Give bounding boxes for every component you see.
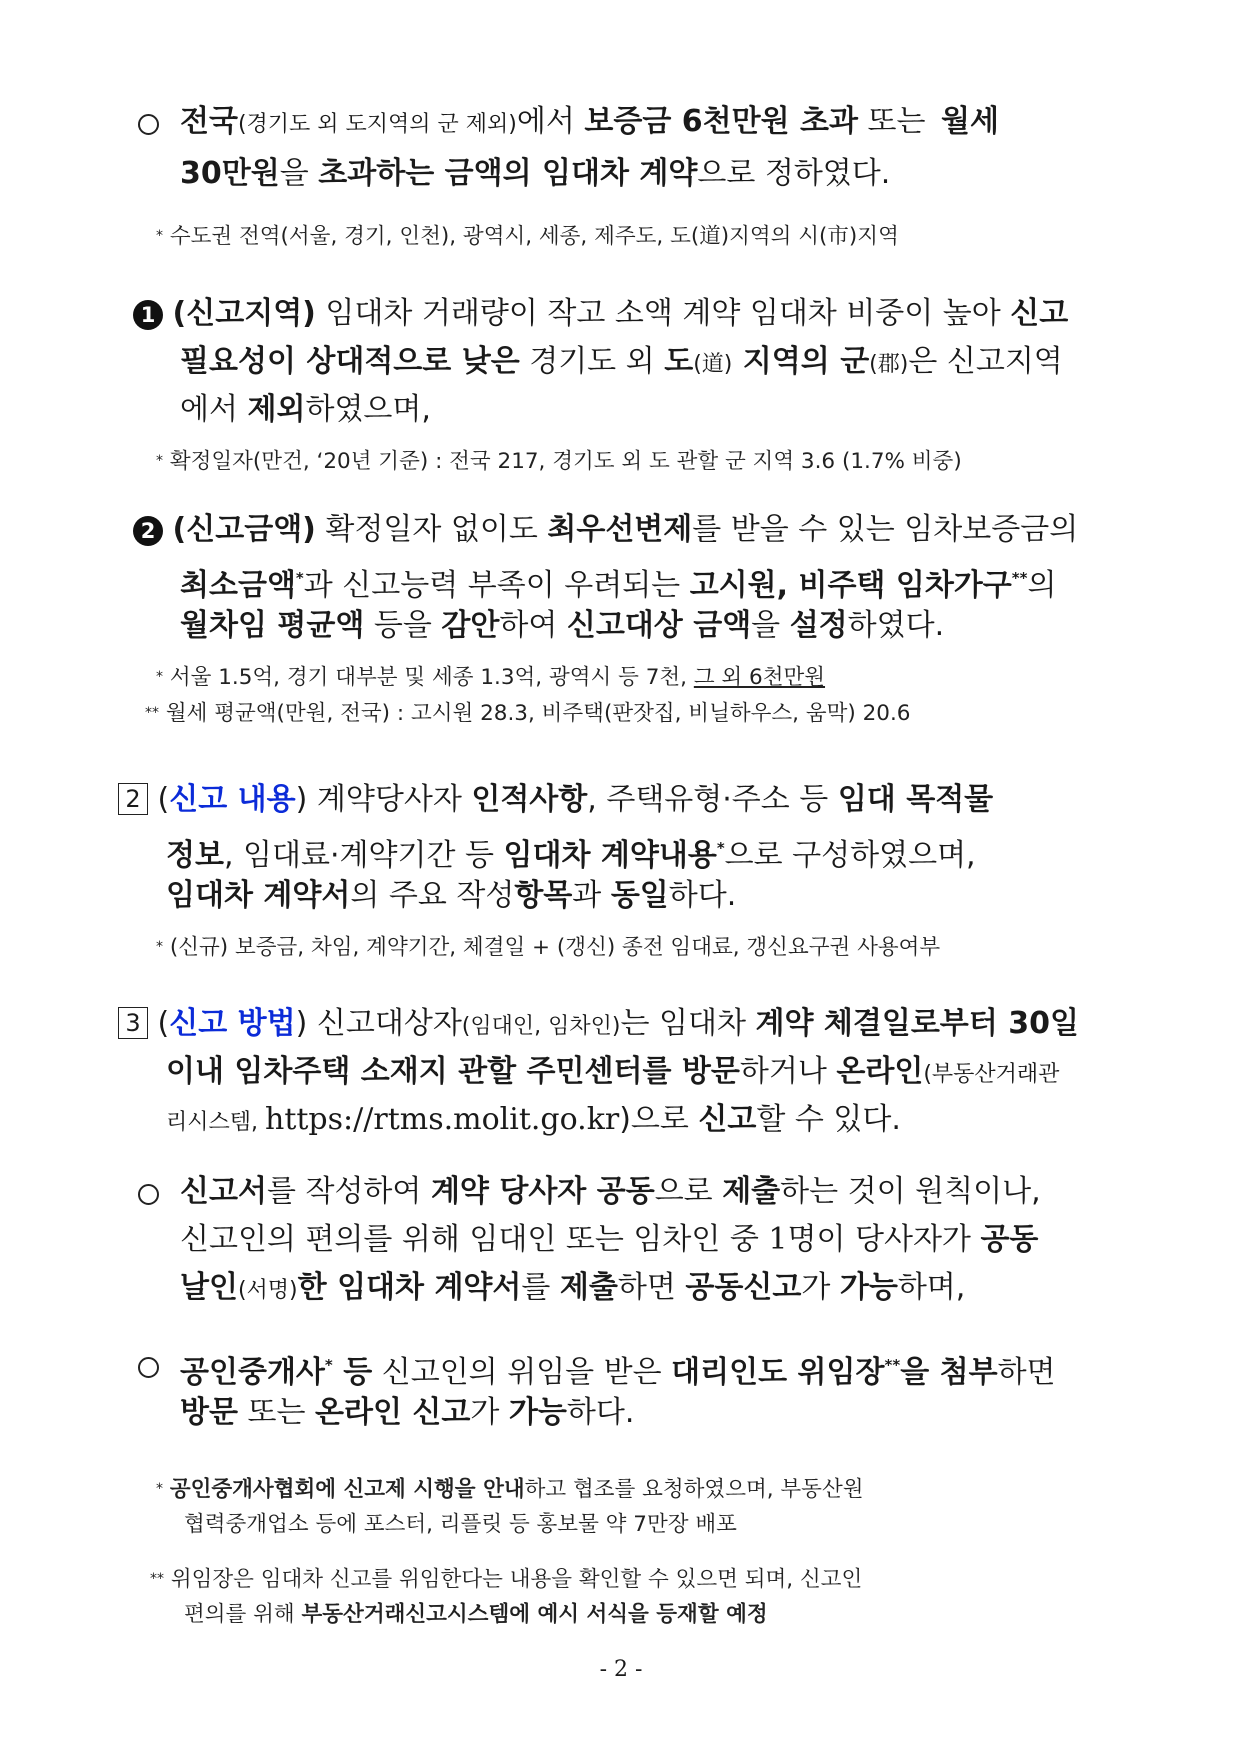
text-small: 리시스템, [166, 1110, 265, 1135]
text-bold: 보증금 6천만원 초과 [584, 104, 858, 139]
footnote-text: 서울 1.5억, 경기 대부분 및 세종 1.3억, 광역시 등 7천, [169, 665, 694, 690]
footnote-marker: * [295, 569, 304, 587]
text-bold: 대리인도 위임장 [671, 1355, 885, 1390]
paragraph-line [180, 102, 999, 145]
paragraph-line [118, 780, 993, 820]
text-bold: 인적사항 [471, 782, 588, 817]
text: 에서 [180, 392, 248, 427]
footnote-marker: ** [884, 1356, 901, 1374]
text-bold: 정보 [166, 838, 224, 873]
text: 신고인의 위임을 받은 [372, 1355, 672, 1390]
text: 의 [1027, 568, 1057, 603]
text: , 임대료·계약기간 등 [223, 838, 504, 873]
text-bold: 임대차 계약서 [166, 878, 351, 913]
section-number-box: 2 [118, 783, 148, 815]
footnote-marker: * [716, 839, 725, 857]
text-bold: 온라인 [836, 1054, 924, 1089]
paragraph-line [166, 1052, 1059, 1095]
text-small: (道) [693, 352, 733, 377]
text-bold: 최우선변제 [547, 512, 693, 547]
asterisk-icon: * [156, 669, 163, 685]
text-bold: 한 임대차 계약서 [297, 1270, 522, 1305]
asterisk-icon: * [156, 453, 163, 469]
text-bold: 신고대상 금액 [566, 608, 752, 643]
text: 가 [801, 1270, 840, 1305]
bullet-circle-icon [138, 1357, 159, 1378]
text: , 주택유형·주소 등 [587, 782, 838, 817]
paragraph-line [166, 876, 736, 916]
paragraph-line [166, 828, 976, 876]
text-bold: 계약 당사자 공동 [430, 1174, 655, 1209]
text: 을 [751, 608, 790, 643]
text-bold: 최소금액 [180, 568, 296, 603]
paragraph-line [118, 1004, 1079, 1047]
text-bold: 공인중개사 [180, 1355, 325, 1390]
asterisk-icon: ** [145, 705, 159, 721]
footnote-text: 확정일자(만건, ‘20년 기준) : 전국 217, 경기도 외 도 관할 군 지역 3.6 (1.7% 비중) [169, 449, 962, 474]
footnote [184, 1510, 737, 1540]
url-link[interactable]: https://rtms.molit.go.kr [265, 1102, 620, 1137]
footnote-text: 하고 협조를 요청하였으며, 부동산원 [524, 1477, 864, 1502]
footnote [156, 932, 940, 963]
text: 또는 [858, 104, 936, 139]
text-bold: 이내 임차주택 소재지 관할 주민센터를 방문 [166, 1054, 740, 1089]
text: ) [295, 1006, 308, 1041]
asterisk-icon: ** [150, 1571, 164, 1587]
text: 과 신고능력 부족이 우려되는 [303, 568, 690, 603]
text: ) [295, 782, 308, 817]
text-bold: 신고 [698, 1102, 757, 1137]
text-bold: 월차임 평균액 [180, 608, 365, 643]
footnote-text: 수도권 전역(서울, 경기, 인천), 광역시, 세종, 제주도, 도(道)지역의 시(市)지역 [169, 224, 899, 249]
footnote-marker: ** [1011, 569, 1028, 587]
text-bold: 임대 목적물 [837, 782, 994, 817]
text-bold: 고시원, 비주택 임차가구 [689, 568, 1012, 603]
text: 할 수 있다. [756, 1102, 901, 1137]
text: 명이 당사자가 [787, 1222, 981, 1257]
footnote [150, 1564, 862, 1595]
footnote-marker: * [324, 1356, 333, 1374]
text: 을 [279, 156, 319, 191]
bullet-circle-icon [138, 1184, 159, 1205]
text-bold: 30만원 [180, 156, 280, 191]
text: 으로 구성하였으며, [724, 838, 976, 873]
footnote [156, 446, 962, 477]
text-bold: 날인 [180, 1270, 238, 1305]
text: 신고인의 편의를 위해 임대인 또는 임차인 중 [180, 1222, 769, 1257]
footnote-bold: 부동산거래신고시스템에 예시 서식을 등재할 예정 [301, 1602, 768, 1627]
text-bold: 방문 [180, 1395, 238, 1430]
paragraph-line [180, 154, 890, 194]
footnote-text: 편의를 위해 [184, 1602, 302, 1627]
text: 가 [470, 1395, 509, 1430]
item-heading: (신고지역) [172, 296, 316, 331]
asterisk-icon: * [156, 228, 163, 244]
text-bold: 온라인 신고 [315, 1395, 471, 1430]
text-bold: 월세 [941, 104, 1000, 139]
paragraph-line [166, 1100, 901, 1143]
text: 과 [572, 878, 611, 913]
text-bold: 가능 [839, 1270, 898, 1305]
footnote [156, 662, 825, 693]
paragraph-line [180, 1393, 634, 1433]
paragraph-line [180, 1220, 1038, 1260]
text-bold: 등 [332, 1355, 373, 1390]
text-bold: 필요성이 상대적으로 낮은 [180, 344, 520, 379]
bullet-circle-icon [138, 114, 159, 135]
text: 하였다. [847, 608, 945, 643]
paragraph-line [180, 606, 944, 646]
section-number-box: 3 [118, 1007, 148, 1039]
text-bold: 가능 [508, 1395, 567, 1430]
text: 하다. [668, 878, 737, 913]
text: 하며, [897, 1270, 966, 1305]
footnote-text: 협력중개업소 등에 포스터, 리플릿 등 홍보물 약 7만장 배포 [184, 1512, 737, 1537]
text: 은 신고지역 [908, 344, 1063, 379]
item-heading: (신고금액) [172, 512, 316, 547]
text-bold: 전국 [180, 104, 238, 139]
text: 하여 [499, 608, 567, 643]
text: 하다. [566, 1395, 635, 1430]
text-bold: 제출 [722, 1174, 781, 1209]
text-bold: 항목 [514, 878, 573, 913]
text-bold: 공동 [980, 1222, 1039, 1257]
footnote-underlined: 그 외 6천만원 [693, 665, 826, 690]
text-bold: 지역의 군 [732, 344, 870, 379]
text-small: (경기도 외 도지역의 군 제외) [237, 112, 517, 137]
footnote-text: 월세 평균액(만원, 전국) : 고시원 28.3, 비주택(판잣집, 비닐하우스, 움막) 20.6 [165, 701, 911, 726]
section-heading: 신고 내용 [169, 782, 296, 817]
text-bold: 제출 [559, 1270, 618, 1305]
number-badge: 1 [133, 300, 163, 330]
text-bold: 동일 [610, 878, 669, 913]
paragraph-line [133, 510, 1078, 550]
text: 임대차 거래량이 작고 소액 계약 임대차 비중이 높아 [315, 296, 1011, 331]
text-small: (부동산거래관 [923, 1062, 1060, 1087]
text: 하면 [997, 1355, 1056, 1390]
text-bold: 제외 [247, 392, 306, 427]
asterisk-icon: * [156, 1481, 163, 1497]
footnote-text: (신규) 보증금, 차임, 계약기간, 체결일 + (갱신) 종전 임대료, 갱신요구권 사용여부 [169, 935, 941, 960]
asterisk-icon: * [156, 939, 163, 955]
text: 를 받을 수 있는 임차보증금의 [692, 512, 1079, 547]
paragraph-line [180, 1172, 1041, 1212]
section-heading: 신고 방법 [169, 1006, 296, 1041]
text-bold: 임대차 계약내용 [503, 838, 717, 873]
text-bold: 신고 [1010, 296, 1069, 331]
text: 계약당사자 [307, 782, 472, 817]
text: 하는 것이 원칙이나, [780, 1174, 1041, 1209]
footnote [156, 1474, 863, 1505]
text: 를 작성하여 [266, 1174, 431, 1209]
paragraph-line [180, 558, 1056, 606]
text-bold: 을 첨부 [900, 1355, 998, 1390]
text: 의 주요 작성 [350, 878, 515, 913]
text: 하였으며, [305, 392, 431, 427]
footnote-bold: 공인중개사협회에 신고제 시행을 안내 [169, 1477, 525, 1502]
page-number: - 2 - [599, 1657, 643, 1682]
text: 하거나 [739, 1054, 837, 1089]
text-small: (郡) [869, 352, 909, 377]
text: 를 [521, 1270, 560, 1305]
text: 으로 [654, 1174, 723, 1209]
footnote [145, 698, 910, 729]
text-bold: 계약 체결일로부터 30일 [755, 1006, 1079, 1041]
footnote [156, 221, 899, 252]
paragraph-line [180, 390, 431, 430]
text-bold: 신고서 [180, 1174, 267, 1209]
text: 하면 [617, 1270, 686, 1305]
text: 1 [768, 1222, 788, 1257]
paragraph-line [180, 1268, 965, 1311]
text: 경기도 외 [519, 344, 665, 379]
text: 에서 [516, 104, 585, 139]
text: 신고대상자 [307, 1006, 462, 1041]
text-small: (서명) [237, 1278, 298, 1303]
text-bold: 감안 [441, 608, 500, 643]
footnote [184, 1600, 768, 1630]
paragraph-line [180, 342, 1063, 385]
number-badge: 2 [133, 516, 163, 546]
text: 등을 [364, 608, 442, 643]
text-bold: 도 [664, 344, 694, 379]
footnote-text: 위임장은 임대차 신고를 위임한다는 내용을 확인할 수 있으면 되며, 신고인 [170, 1567, 863, 1592]
text: 으로 정하였다. [697, 156, 891, 191]
paragraph-line [133, 294, 1068, 334]
text: 또는 [237, 1395, 316, 1430]
text-small: (임대인, 임차인) [461, 1014, 621, 1039]
text: )으로 [619, 1102, 699, 1137]
text: ( [157, 782, 170, 817]
text-bold: 초과하는 금액의 임대차 계약 [318, 156, 698, 191]
text-bold: 공동신고 [685, 1270, 802, 1305]
text: 는 임대차 [620, 1006, 756, 1041]
text-bold: 설정 [789, 608, 848, 643]
paragraph-line [180, 1345, 1056, 1393]
text: ( [157, 1006, 170, 1041]
text: 확정일자 없이도 [315, 512, 548, 547]
